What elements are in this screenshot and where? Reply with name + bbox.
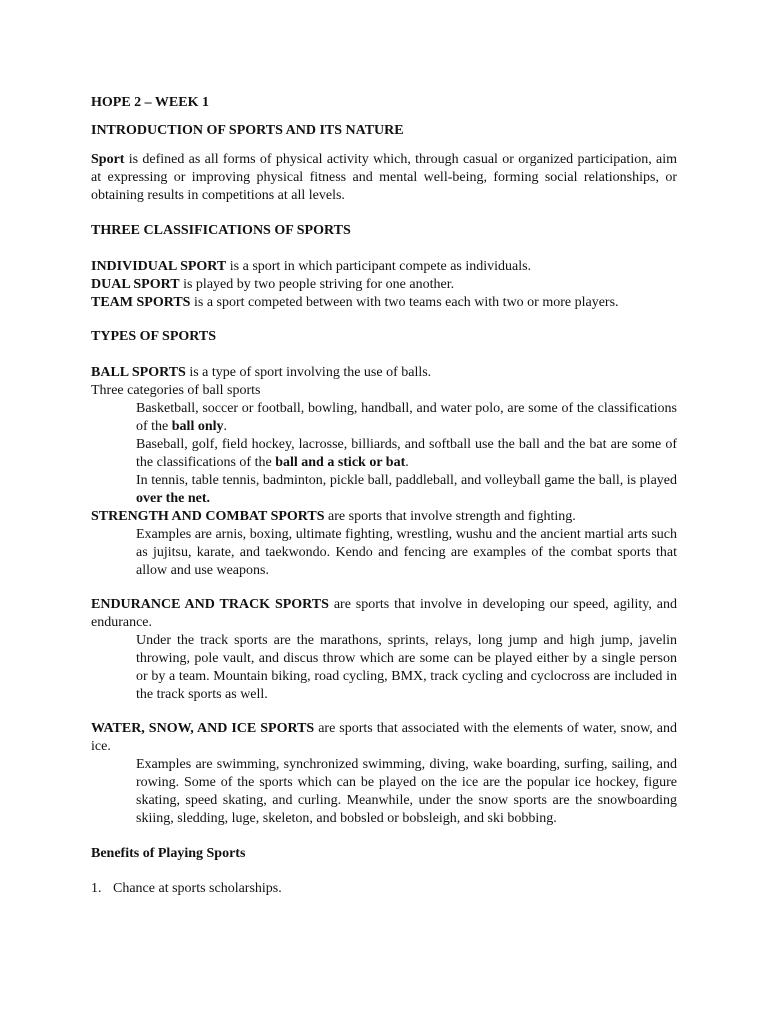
ball-sports-definition (91, 364, 677, 382)
ball-category-end: . (223, 419, 228, 434)
sport-definition (91, 151, 677, 205)
benefits-list (91, 880, 677, 898)
list-item (91, 880, 677, 898)
endurance-sports-text: are sports that involve in developing our speed, agility, and endurance. (91, 597, 677, 630)
water-sports-detail: Examples are swimming, synchronized swimming, diving, wake boarding, surfing, sailing, and rowing. Some of the sports which can be played on the ice are the popular ice hockey, figure skating, speed skating, and curling. Meanwhile, under the snow sports are the snowboarding skiing, sledding, luge, skeleton, and bobsled or bobsleigh, and ski bobbing. (136, 757, 677, 826)
strength-sports-section (91, 508, 677, 580)
classification-text: is played by two people striving for one another. (179, 277, 455, 292)
ball-sports-term: BALL SPORTS (91, 365, 186, 380)
ball-category-text: Baseball, golf, field hockey, lacrosse, billiards, and softball use the ball and the bat are some of the classifications of the (136, 437, 677, 470)
list-item-text: Chance at sports scholarships. (113, 881, 282, 896)
ball-category-over-the-net (136, 472, 677, 508)
doc-title: HOPE 2 – WEEK 1 (91, 95, 209, 110)
classifications-heading: THREE CLASSIFICATIONS OF SPORTS (91, 223, 351, 238)
endurance-sports-detail: Under the track sports are the marathons, sprints, relays, long jump and high jump, javelin throwing, pole vault, and discus throw which are some can be played either by a single person or by a team. Mountain biking, road cycling, BMX, track cycling and cyclocross are included in the track sports as well. (136, 633, 677, 702)
ball-category-text: Basketball, soccer or football, bowling, handball, and water polo, are some of the classifications of the (136, 401, 677, 434)
classification-term: INDIVIDUAL SPORT (91, 259, 227, 274)
classification-term: TEAM SPORTS (91, 295, 191, 310)
classifications-list (91, 258, 677, 312)
ball-category-emphasis: over the net. (136, 491, 210, 506)
water-sports-definition (91, 720, 677, 756)
list-item-number: 1. (91, 881, 102, 896)
classification-text: is a sport in which participant compete as individuals. (226, 259, 532, 274)
strength-sports-definition (91, 508, 677, 526)
classification-dual (91, 276, 677, 294)
intro-heading: INTRODUCTION OF SPORTS AND ITS NATURE (91, 123, 404, 138)
ball-sports-text: is a type of sport involving the use of balls. (185, 365, 432, 380)
endurance-sports-term: ENDURANCE AND TRACK SPORTS (91, 597, 329, 612)
benefits-heading: Benefits of Playing Sports (91, 846, 246, 861)
ball-categories-intro: Three categories of ball sports (91, 383, 261, 398)
classification-term: DUAL SPORT (91, 277, 180, 292)
classification-team (91, 294, 677, 312)
ball-category-ball-only (136, 400, 677, 436)
endurance-sports-section (91, 596, 677, 704)
ball-category-emphasis: ball and a stick or bat (275, 455, 406, 470)
classification-individual (91, 258, 677, 276)
strength-sports-term: STRENGTH AND COMBAT SPORTS (91, 509, 325, 524)
endurance-sports-definition (91, 596, 677, 632)
ball-category-text: In tennis, table tennis, badminton, pickle ball, paddleball, and volleyball game the ball, is played (136, 473, 677, 488)
classification-text: is a sport competed between with two teams each with two or more players. (190, 295, 619, 310)
water-sports-section (91, 720, 677, 828)
sport-definition-text: is defined as all forms of physical activity which, through casual or organized participation, aim at expressing or improving physical fitness and mental well-being, forming social relationships, or obtaining results in competitions at all levels. (91, 152, 677, 203)
water-sports-text: are sports that associated with the elements of water, snow, and ice. (91, 721, 677, 754)
ball-category-emphasis: ball only (171, 419, 224, 434)
strength-sports-detail: Examples are arnis, boxing, ultimate fighting, wrestling, wushu and the ancient martial arts such as jujitsu, karate, and taekwondo. Kendo and fencing are examples of the combat sports that allow and use weapons. (136, 527, 677, 578)
water-sports-term: WATER, SNOW, AND ICE SPORTS (91, 721, 315, 736)
strength-sports-text: are sports that involve strength and fighting. (324, 509, 576, 524)
ball-category-stick-or-bat (136, 436, 677, 472)
types-heading: TYPES OF SPORTS (91, 329, 217, 344)
sport-term: Sport (91, 152, 125, 167)
ball-sports-section (91, 364, 677, 508)
ball-category-end: . (405, 455, 409, 470)
